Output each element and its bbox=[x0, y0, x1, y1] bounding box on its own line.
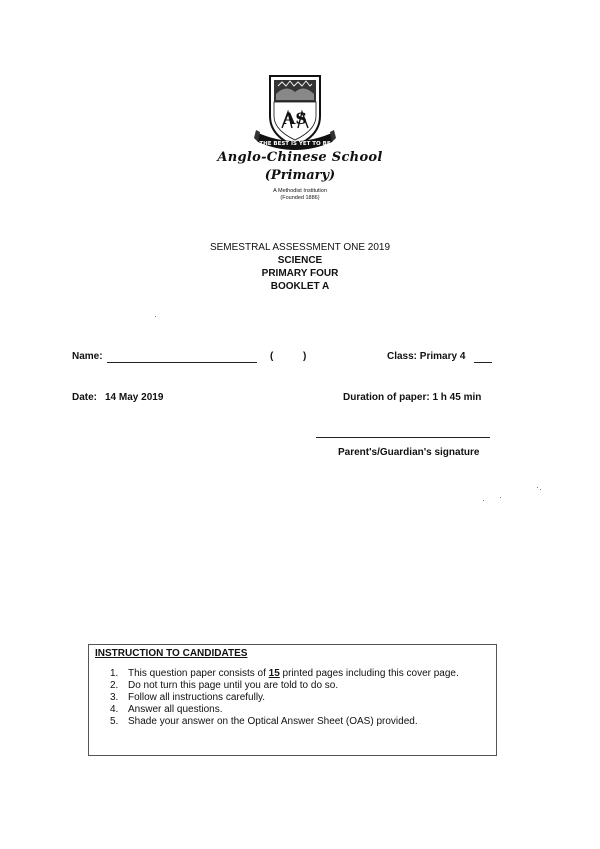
page-count: 15 bbox=[268, 668, 280, 679]
instructions-title: INSTRUCTION TO CANDIDATES bbox=[95, 648, 248, 659]
list-item-text: Follow all instructions carefully. bbox=[128, 692, 266, 703]
list-item bbox=[110, 692, 459, 704]
register-close-paren: ) bbox=[303, 351, 307, 362]
duration-label: Duration of paper: 1 h 45 min bbox=[343, 392, 482, 403]
register-open-paren: ( bbox=[270, 351, 274, 362]
booklet-title: BOOKLET A bbox=[270, 281, 330, 292]
date-label: Date: bbox=[72, 392, 98, 403]
list-item-number: 2. bbox=[110, 680, 119, 691]
list-item bbox=[110, 680, 459, 692]
class-label: Class: Primary 4 bbox=[387, 351, 466, 362]
list-item bbox=[110, 704, 459, 716]
signature-line[interactable] bbox=[316, 436, 490, 438]
school-tagline: A Methodist Institution bbox=[273, 188, 327, 194]
list-item-text: Answer all questions. bbox=[128, 704, 223, 715]
date-value: 14 May 2019 bbox=[105, 392, 164, 403]
list-item-number: 3. bbox=[110, 692, 119, 703]
list-item-text: Shade your answer on the Optical Answer Sheet (OAS) provided. bbox=[128, 716, 418, 727]
scan-speck bbox=[537, 487, 538, 488]
list-item-number: 1. bbox=[110, 668, 119, 679]
school-founded: (Founded 1886) bbox=[280, 195, 320, 201]
instructions-list bbox=[110, 668, 459, 728]
subject-title: SCIENCE bbox=[277, 255, 323, 266]
name-label: Name: bbox=[72, 351, 103, 362]
list-item bbox=[110, 716, 459, 728]
assessment-title: SEMESTRAL ASSESSMENT ONE 2019 bbox=[209, 242, 391, 253]
list-item-number: 5. bbox=[110, 716, 119, 727]
scan-speck bbox=[155, 316, 156, 317]
list-item-text: Do not turn this page until you are told to do so. bbox=[128, 680, 339, 691]
level-title: PRIMARY FOUR bbox=[261, 268, 339, 279]
svg-text:THE BEST IS YET TO BE: THE BEST IS YET TO BE bbox=[259, 141, 331, 147]
school-level: (Primary) bbox=[264, 168, 336, 183]
class-field[interactable] bbox=[474, 361, 492, 363]
scan-speck bbox=[500, 497, 501, 498]
scan-speck bbox=[540, 489, 541, 490]
scan-speck bbox=[483, 500, 484, 501]
list-item-text: This question paper consists of 15 printed pages including this cover page. bbox=[128, 668, 459, 679]
school-crest-logo bbox=[252, 72, 338, 156]
school-name: Anglo-Chinese School bbox=[217, 150, 383, 165]
signature-label: Parent's/Guardian's signature bbox=[338, 447, 480, 458]
svg-text:AS: AS bbox=[283, 109, 307, 128]
name-field[interactable] bbox=[107, 361, 257, 363]
list-item bbox=[110, 668, 459, 680]
list-item-number: 4. bbox=[110, 704, 119, 715]
